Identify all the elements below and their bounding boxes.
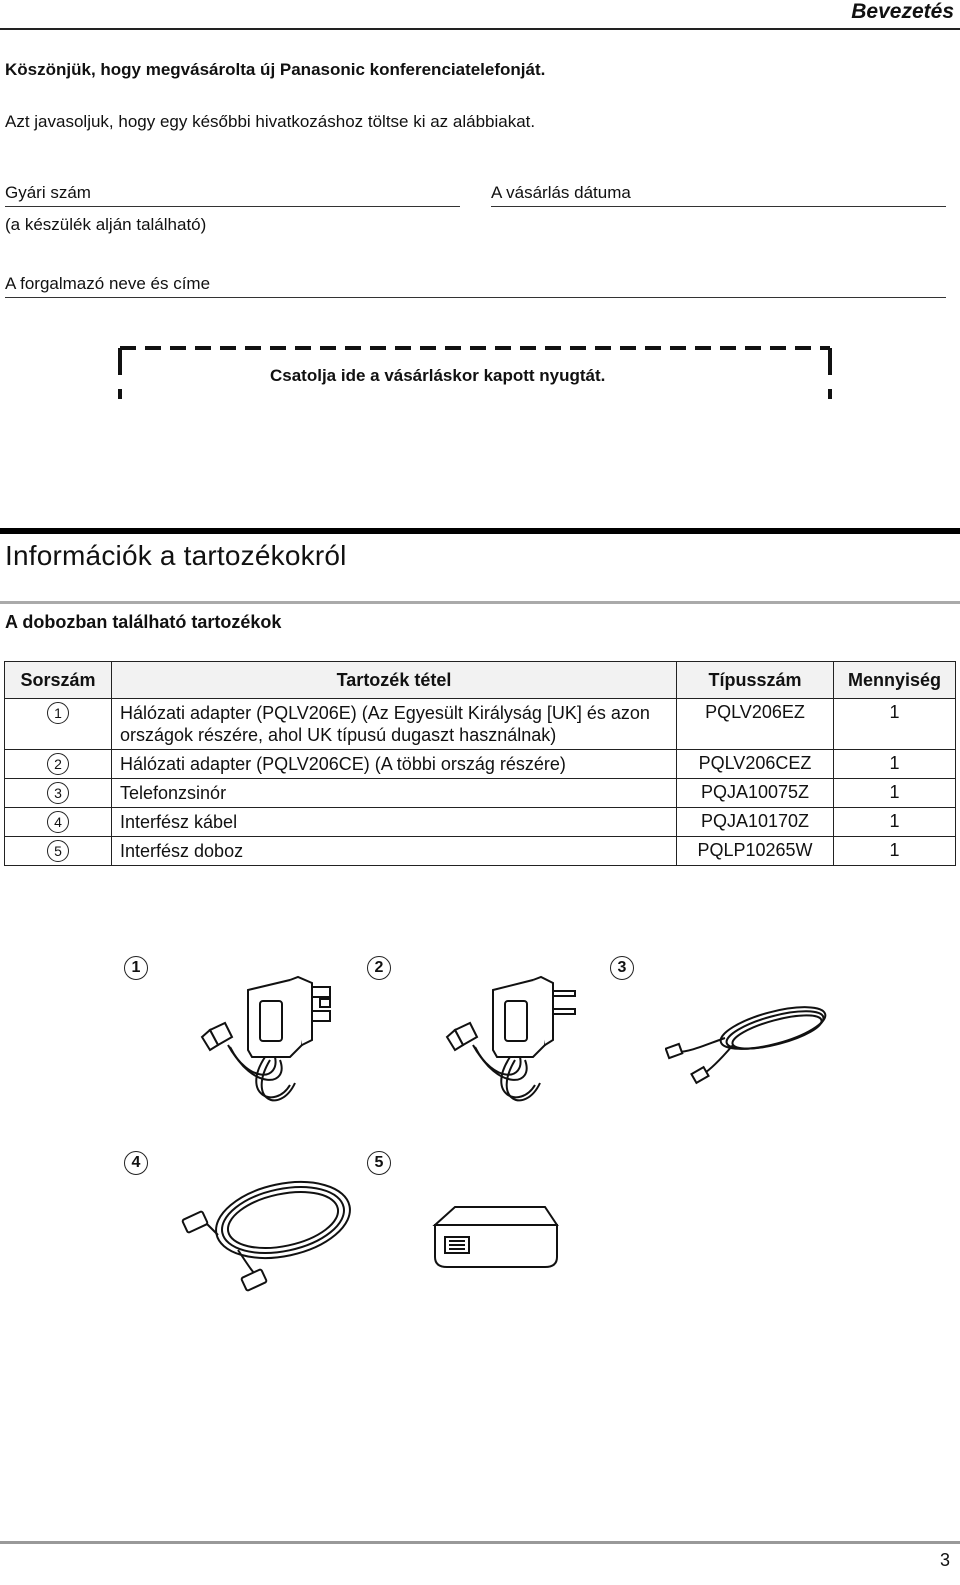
telephone-cord-illustration [665,990,835,1090]
qty-cell: 1 [834,837,956,866]
item-cell: Telefonzsinór [112,779,677,808]
table-row [5,779,956,808]
serial-note: (a készülék alján található) [5,215,207,234]
model-cell: PQLV206EZ [677,699,834,750]
interface-cable-illustration [178,1165,358,1300]
figure-label-5: 5 [367,1151,391,1175]
recommend-text: Azt javasoljuk, hogy egy későbbi hivatkozáshoz töltse ki az alábbiakat. [5,112,536,131]
row-number: 1 [47,702,69,724]
date-label: A vásárlás dátuma [491,183,631,202]
receipt-text: Csatolja ide a vásárláskor kapott nyugtát. [270,366,606,385]
model-cell: PQJA10170Z [677,808,834,837]
col-header-item: Tartozék tétel [112,662,677,699]
row-number: 4 [47,811,69,833]
row-number: 3 [47,782,69,804]
thanks-text: Köszönjük, hogy megvásárolta új Panasonic konferenciatelefonját. [5,60,546,79]
header-rule [0,28,960,30]
ac-adapter-eu-illustration [425,965,585,1110]
item-cell: Hálózati adapter (PQLV206E) (Az Egyesült Királyság [UK] és azon országok részére, ahol UK típusú dugaszt használnak) [112,699,677,750]
table-row [5,808,956,837]
qty-cell: 1 [834,808,956,837]
footer-rule [0,1541,960,1544]
accessories-table [4,661,956,866]
dealer-label: A forgalmazó neve és címe [5,274,211,293]
row-number: 5 [47,840,69,862]
figure-label-2: 2 [367,956,391,980]
model-cell: PQJA10075Z [677,779,834,808]
table-row [5,837,956,866]
table-row [5,750,956,779]
serial-field-line[interactable] [5,206,460,207]
accessories-heading: Információk a tartozékokról [5,540,347,571]
qty-cell: 1 [834,699,956,750]
dealer-field-line[interactable] [5,297,946,298]
page-number: 3 [939,1550,950,1570]
item-cell: Hálózati adapter (PQLV206CE) (A többi ország részére) [112,750,677,779]
heading-rule [0,528,960,534]
table-header-row [5,662,956,699]
figure-label-1: 1 [124,956,148,980]
figure-label-3: 3 [610,956,634,980]
heading-underline [0,601,960,604]
item-cell: Interfész kábel [112,808,677,837]
col-header-model: Típusszám [677,662,834,699]
accessories-subheading: A dobozban található tartozékok [5,612,282,632]
col-header-quantity: Mennyiség [834,662,956,699]
row-number: 2 [47,753,69,775]
figure-label-4: 4 [124,1151,148,1175]
ac-adapter-uk-illustration [180,965,350,1110]
model-cell: PQLP10265W [677,837,834,866]
serial-label: Gyári szám [5,183,91,202]
interface-box-illustration [425,1185,565,1280]
qty-cell: 1 [834,779,956,808]
qty-cell: 1 [834,750,956,779]
date-field-line[interactable] [491,206,946,207]
table-row [5,699,956,750]
col-header-number: Sorszám [5,662,112,699]
item-cell: Interfész doboz [112,837,677,866]
model-cell: PQLV206CEZ [677,750,834,779]
section-title: Bevezetés [851,0,954,23]
